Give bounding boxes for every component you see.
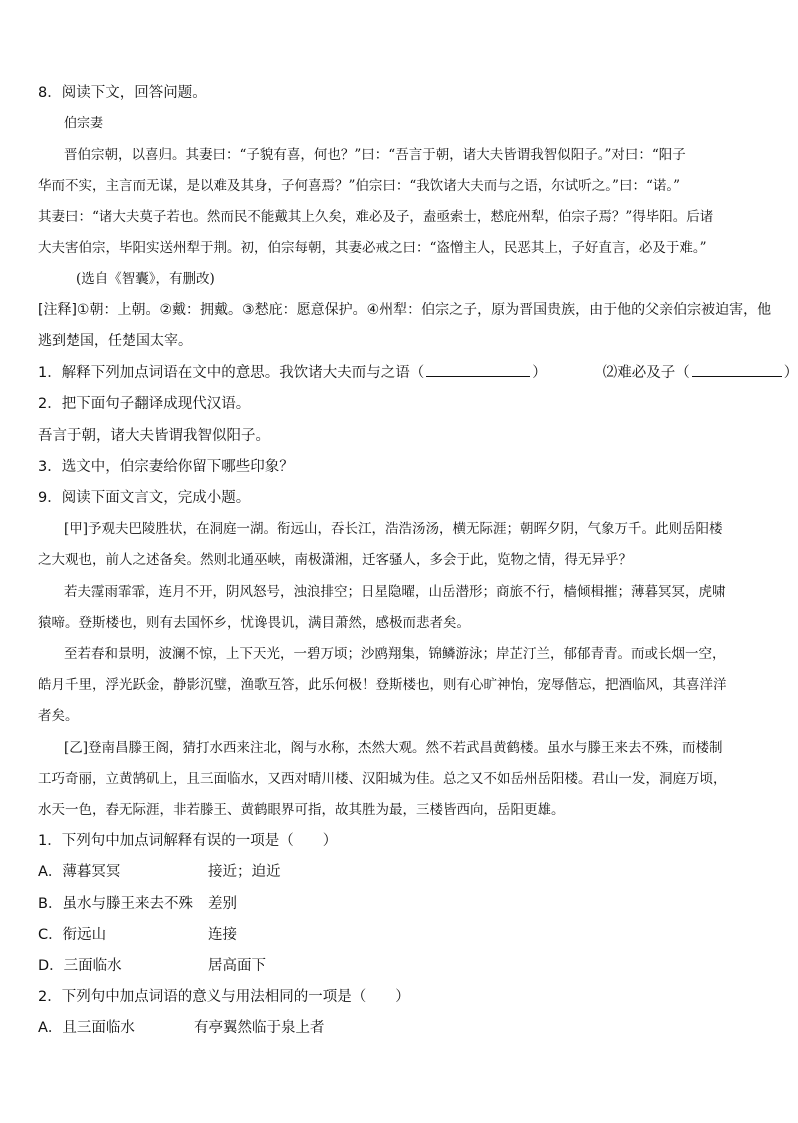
- q9-yi-line-3: 水天一色，舂无际涯，非若滕王、黄鹤眼界可指，故其胜为最，三楼皆西向，岳阳更雄。: [38, 802, 565, 818]
- q9-jia-p3-line-1: 至若春和景明，波澜不惊，上下天光，一碧万顷；沙鸥翔集，锦鳞游泳；岸芷汀兰，郁郁青青。而或长烟一空，: [64, 646, 726, 662]
- option-label: D．三面临水: [38, 958, 122, 974]
- q8-sub1-answer-blank-1[interactable]: [426, 362, 530, 377]
- q8-passage-line-2: 华而不实，主言而无谋，是以难及其身，子何喜焉？”伯宗曰：“我饮诸大夫而与之语，尔试听之。”曰：“诺。”: [38, 178, 681, 194]
- q9-jia-p2-line-2: 猿啼。登斯楼也，则有去国怀乡，忧谗畏讥，满目萧然，感极而悲者矣。: [38, 615, 470, 631]
- q8-sub2: 2．把下面句子翻译成现代汉语。: [38, 396, 251, 412]
- q9-heading: 9．阅读下面文言文，完成小题。: [38, 490, 251, 506]
- q8-passage-line-1: 晋伯宗朝，以喜归。其妻曰：“子貌有喜，何也？”曰：“吾言于朝，诸大夫皆谓我智似阳子。”对曰：“阳子: [64, 147, 686, 163]
- q9-sub2: 2．下列句中加点词语的意义与用法相同的一项是（ ）: [38, 989, 410, 1005]
- q8-note-line-2: 逃到楚国，任楚国太宰。: [38, 333, 192, 349]
- option-meaning: 居高面下: [208, 958, 266, 974]
- q8-sub1: [38, 362, 798, 383]
- option-meaning: 接近；迫近: [208, 864, 281, 880]
- q9-jia-p1-line-1: [甲]予观夫巴陵胜状，在洞庭一湖。衔远山，吞长江，浩浩汤汤，横无际涯；朝晖夕阴，气象万千。此则岳阳楼: [64, 521, 723, 537]
- option-label: B．虽水与滕王来去不殊: [38, 896, 193, 912]
- q9-sub1: 1．下列句中加点词解释有误的一项是（ ）: [38, 833, 338, 849]
- option-label: A．且三面临水: [38, 1020, 135, 1036]
- q8-sub1-prompt-2: ⑵难必及子（: [602, 365, 690, 381]
- q9-jia-p3-line-2: 皓月千里，浮光跃金，静影沉璧，渔歌互答，此乐何极！登斯楼也，则有心旷神怡，宠辱偕忘，把酒临风，其喜洋洋: [38, 677, 727, 693]
- q9-yi-line-1: [乙]登南昌滕王阁，猜打水西来注北，阁与水称，杰然大观。然不若武昌黄鹤楼。虽水与滕王来去不殊，而楼制: [64, 740, 723, 756]
- q9-jia-p1-line-2: 之大观也，前人之述备矣。然则北通巫峡，南极潇湘，迁客骚人，多会于此，览物之情，得无异乎？: [38, 552, 632, 568]
- option-meaning: 连接: [208, 927, 237, 943]
- q8-sub1-answer-blank-2[interactable]: [692, 362, 782, 377]
- q9-jia-p3-line-3: 者矣。: [38, 708, 79, 724]
- option-label: A．薄暮冥冥: [38, 864, 121, 880]
- q9-sub2-option-a[interactable]: [38, 1018, 325, 1038]
- q8-sub1-close-2: ）: [783, 365, 798, 381]
- q9-jia-p2-line-1: 若夫霪雨霏霏，连月不开，阴风怒号，浊浪排空；日星隐曜，山岳潜形；商旅不行，樯倾楫摧；薄暮冥冥，虎啸: [64, 584, 726, 600]
- q9-sub1-option-d[interactable]: [38, 956, 266, 976]
- option-label: C．衔远山: [38, 927, 107, 943]
- q9-sub1-option-c[interactable]: [38, 925, 237, 945]
- option-meaning: 有亭翼然临于泉上者: [194, 1020, 325, 1036]
- q8-source: (选自《智囊》，有删改): [76, 271, 215, 287]
- q8-note-line-1: [注释]①朝：上朝。②戴：拥戴。③慭庇：愿意保护。④州犁：伯宗之子，原为晋国贵族，由于他的父亲伯宗被迫害，他: [38, 302, 772, 318]
- q9-sub1-option-a[interactable]: [38, 862, 281, 882]
- option-meaning: 差别: [208, 896, 237, 912]
- q8-heading: 8．阅读下文，回答问题。: [38, 85, 207, 101]
- q8-sub1-prompt: 1．解释下列加点词语在文中的意思。我饮诸大夫而与之语（: [38, 365, 425, 381]
- q8-passage-line-3: 其妻曰：“诸大夫莫子若也。然而民不能戴其上久矣，难必及子，盍亟索士，慭庇州犁，伯宗子焉？”得毕阳。后诸: [38, 209, 714, 225]
- q9-sub1-option-b[interactable]: [38, 894, 237, 914]
- q8-sub2-sentence: 吾言于朝，诸大夫皆谓我智似阳子。: [38, 428, 270, 444]
- q9-yi-line-2: 工巧奇丽，立黄鹄矶上，且三面临水，又西对晴川楼、汉阳城为佳。总之又不如岳州岳阳楼。君山一发，洞庭万顷，: [38, 771, 727, 787]
- q8-sub1-close-1: ）: [532, 365, 547, 381]
- q8-passage-line-4: 大夫害伯宗，毕阳实送州犁于荆。初，伯宗每朝，其妻必戒之曰：“盗憎主人，民恶其上，子好直言，必及于难。”: [38, 240, 707, 256]
- q8-sub3: 3．选文中，伯宗妻给你留下哪些印象？: [38, 459, 294, 475]
- q8-passage-title: 伯宗妻: [64, 116, 104, 131]
